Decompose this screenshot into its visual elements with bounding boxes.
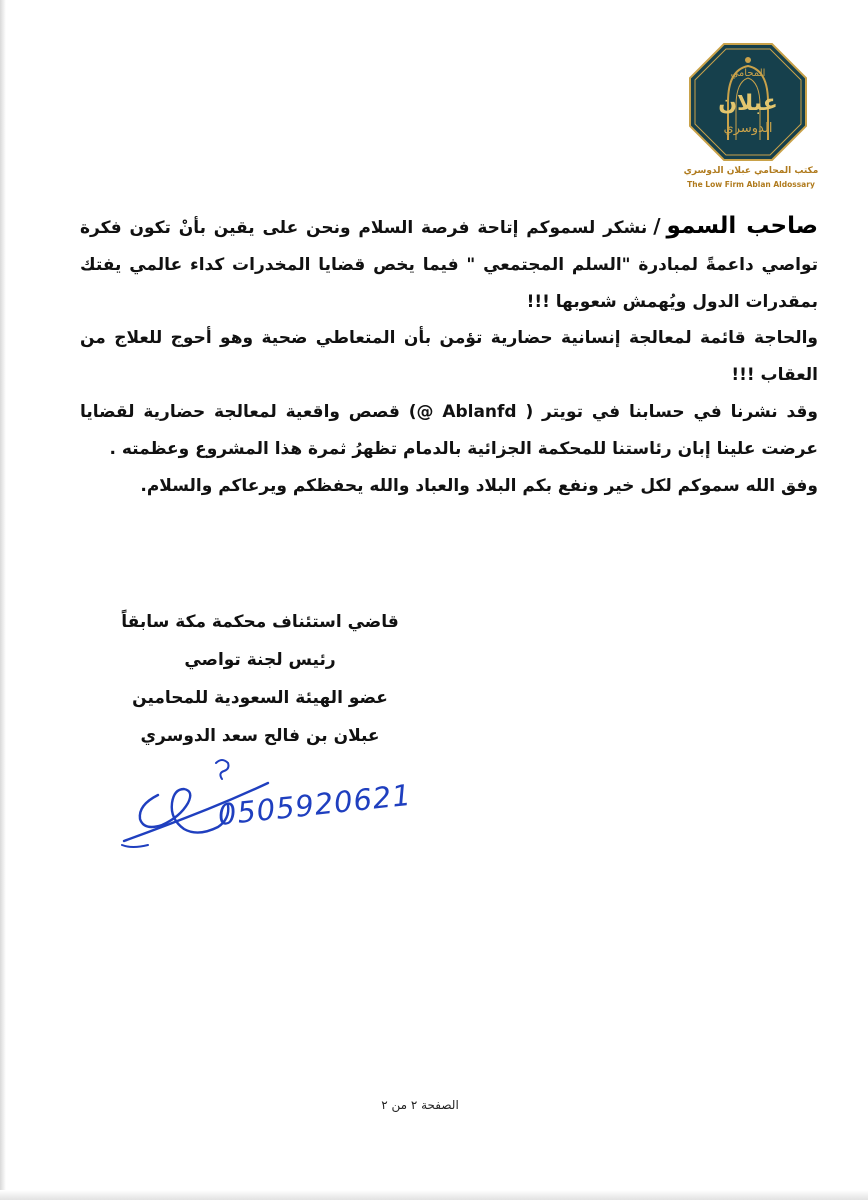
paragraph-2: والحاجة قائمة لمعالجة إنسانية حضارية تؤمن بأن المتعاطي ضحية وهو أحوج للعلاج من العقاب !!!	[80, 328, 818, 386]
paragraph-4: وفق الله سموكم لكل خير ونفع بكم البلاد والعباد والله يحفظكم ويرعاكم والسلام.	[140, 475, 818, 496]
logo-text-bottom: الدوسري	[723, 121, 773, 136]
signatory-title-3: عضو الهيئة السعودية للمحامين	[132, 688, 388, 708]
firm-name-english: The Low Firm Ablan Aldossary	[687, 180, 815, 189]
page-number: الصفحة ٢ من ٢	[381, 1098, 459, 1112]
handwritten-phone: 0505920621	[216, 777, 414, 832]
paragraph-3: وقد نشرنا في حسابنا في تويتر ( Ablanfd @) قصص واقعية لمعالجة حضارية لقضايا عرضت علينا إبان رئاستنا للمحكمة الجزائية بالدمام تظهرُ ثمرة هذا المشروع وعظمته .	[80, 401, 818, 459]
logo-text-main: عبلان	[718, 91, 778, 116]
scan-edge-left	[0, 0, 6, 1200]
firm-name-arabic: مكتب المحامي عبلان الدوسري	[683, 166, 819, 176]
salutation: صاحب السمو	[666, 213, 818, 239]
signatory-name: عبلان بن فالح سعد الدوسري	[140, 726, 380, 746]
scan-edge-bottom	[0, 1190, 868, 1200]
letter-body	[80, 208, 818, 504]
paragraph-1-text: نشكر لسموكم إتاحة فرصة السلام ونحن على يقين بأنْ تكون فكرة تواصي داعمةً لمبادرة "السلم المجتمعي " فيما يخص قضايا المخدرات كداء عالمي يفتك بمقدرات الدول ويُهمش شعوبها !!!	[80, 218, 818, 312]
letterhead	[676, 40, 826, 200]
salutation-separator: /	[653, 214, 661, 238]
firm-logo-icon	[686, 40, 810, 164]
paragraph-1	[80, 208, 818, 320]
logo-text-top: المحامي	[730, 68, 766, 79]
signatory-title-2: رئيس لجنة تواصي	[184, 650, 336, 670]
signatory-title-1: قاضي استئناف محكمة مكة سابقاً	[121, 612, 399, 632]
signatory-block	[110, 603, 410, 755]
